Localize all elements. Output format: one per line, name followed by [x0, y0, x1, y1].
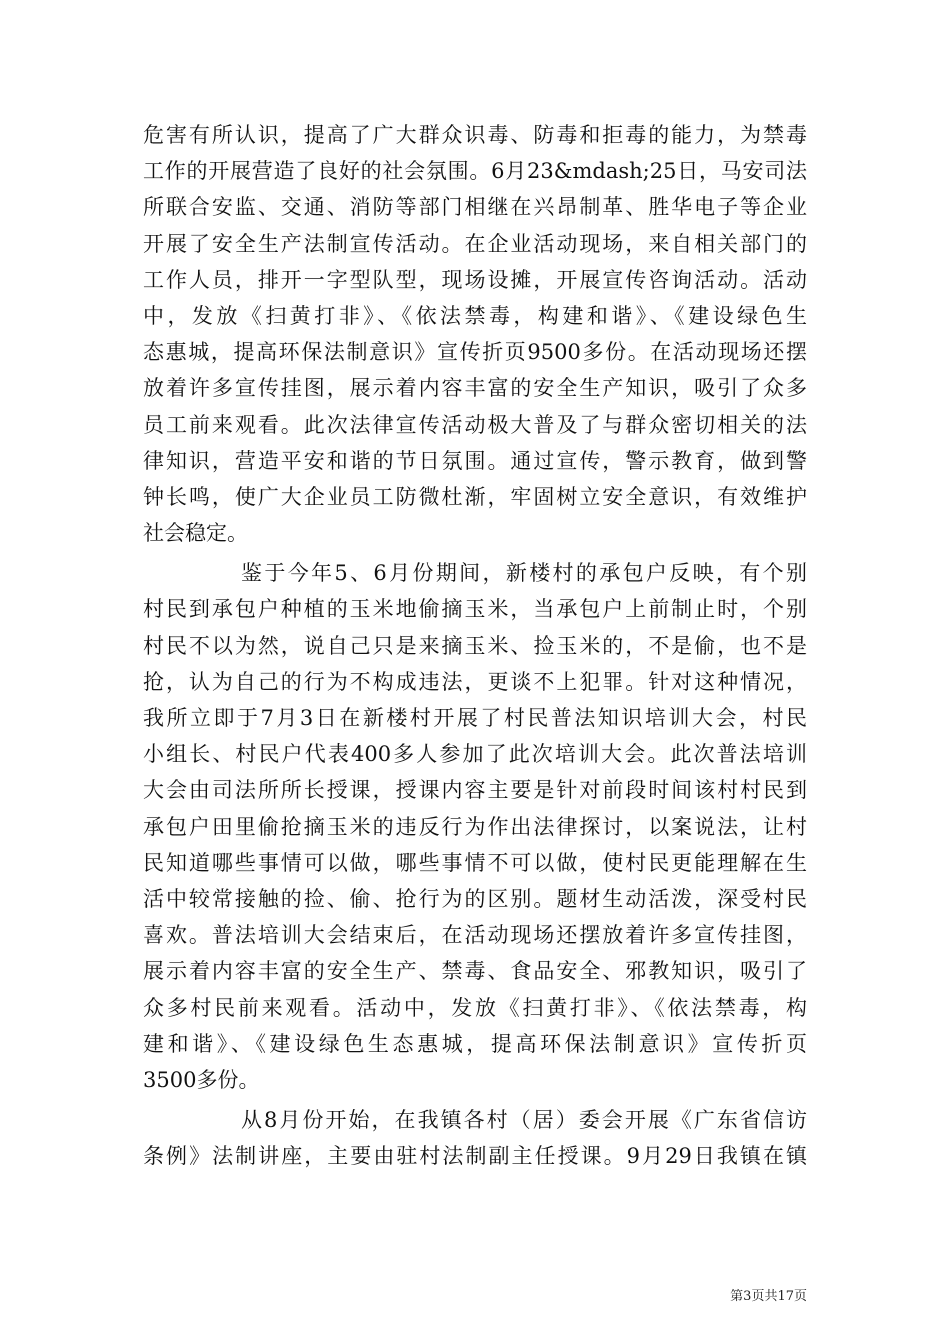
text-line: 律知识，营造平安和谐的节日氛围。通过宣传，警示教育，做到警 — [143, 448, 807, 473]
text-line: 所联合安监、交通、消防等部门相继在兴昂制革、胜华电子等企业 — [143, 195, 807, 220]
text-line: 社会稳定。 — [143, 521, 248, 546]
text-line: 村民不以为然，说自己只是来摘玉米、捡玉米的，不是偷，也不是 — [143, 633, 807, 658]
text-line: 小组长、村民户代表400多人参加了此次培训大会。此次普法培训 — [143, 742, 807, 767]
text-line: 民知道哪些事情可以做，哪些事情不可以做，使村民更能理解在生 — [143, 850, 807, 875]
text-line: 工作的开展营造了良好的社会氛围。6月23&mdash;25日，马安司法 — [143, 159, 807, 184]
page-number: 第3页共17页 — [730, 1289, 807, 1304]
text-line: 工作人员，排开一字型队型，现场设摊，开展宣传咨询活动。活动 — [143, 267, 807, 292]
text-line: 承包户田里偷抢摘玉米的违反行为作出法律探讨，以案说法，让村 — [143, 814, 807, 839]
document-body — [143, 117, 807, 1174]
paragraph-first-line: 从8月份开始，在我镇各村（居）委会开展《广东省信访 — [241, 1108, 807, 1133]
text-line: 条例》法制讲座，主要由驻村法制副主任授课。9月29日我镇在镇 — [143, 1144, 807, 1169]
text-line: 我所立即于7月3日在新楼村开展了村民普法知识培训大会，村民 — [143, 706, 807, 730]
text-line: 众多村民前来观看。活动中，发放《扫黄打非》、《依法禁毒，构 — [143, 995, 807, 1020]
text-line: 村民到承包户种植的玉米地偷摘玉米，当承包户上前制止时，个别 — [143, 597, 807, 622]
text-line: 抢，认为自己的行为不构成违法，更谈不上犯罪。针对这种情况， — [143, 669, 807, 694]
text-line: 员工前来观看。此次法律宣传活动极大普及了与群众密切相关的法 — [143, 412, 807, 437]
text-line: 3500多份。 — [143, 1067, 260, 1092]
text-line: 活中较常接触的捡、偷、抢行为的区别。题材生动活泼，深受村民 — [143, 886, 807, 911]
text-line: 建和谐》、《建设绿色生态惠城，提高环保法制意识》宣传折页 — [143, 1031, 807, 1056]
paragraph-first-line: 鉴于今年5、6月份期间，新楼村的承包户反映，有个别 — [241, 561, 807, 586]
text-line: 放着许多宣传挂图，展示着内容丰富的安全生产知识，吸引了众多 — [143, 376, 807, 401]
text-line: 大会由司法所所长授课，授课内容主要是针对前段时间该村村民到 — [143, 778, 807, 803]
text-line: 开展了安全生产法制宣传活动。在企业活动现场，来自相关部门的 — [143, 231, 807, 256]
text-line: 态惠城，提高环保法制意识》宣传折页9500多份。在活动现场还摆 — [143, 340, 807, 365]
text-line: 危害有所认识，提高了广大群众识毒、防毒和拒毒的能力，为禁毒 — [143, 123, 807, 147]
text-line: 喜欢。普法培训大会结束后，在活动现场还摆放着许多宣传挂图， — [143, 923, 807, 948]
text-line: 展示着内容丰富的安全生产、禁毒、食品安全、邪教知识，吸引了 — [143, 959, 807, 984]
text-line: 钟长鸣，使广大企业员工防微杜渐，牢固树立安全意识，有效维护 — [143, 484, 807, 509]
text-line: 中，发放《扫黄打非》、《依法禁毒，构建和谐》、《建设绿色生 — [143, 303, 807, 328]
